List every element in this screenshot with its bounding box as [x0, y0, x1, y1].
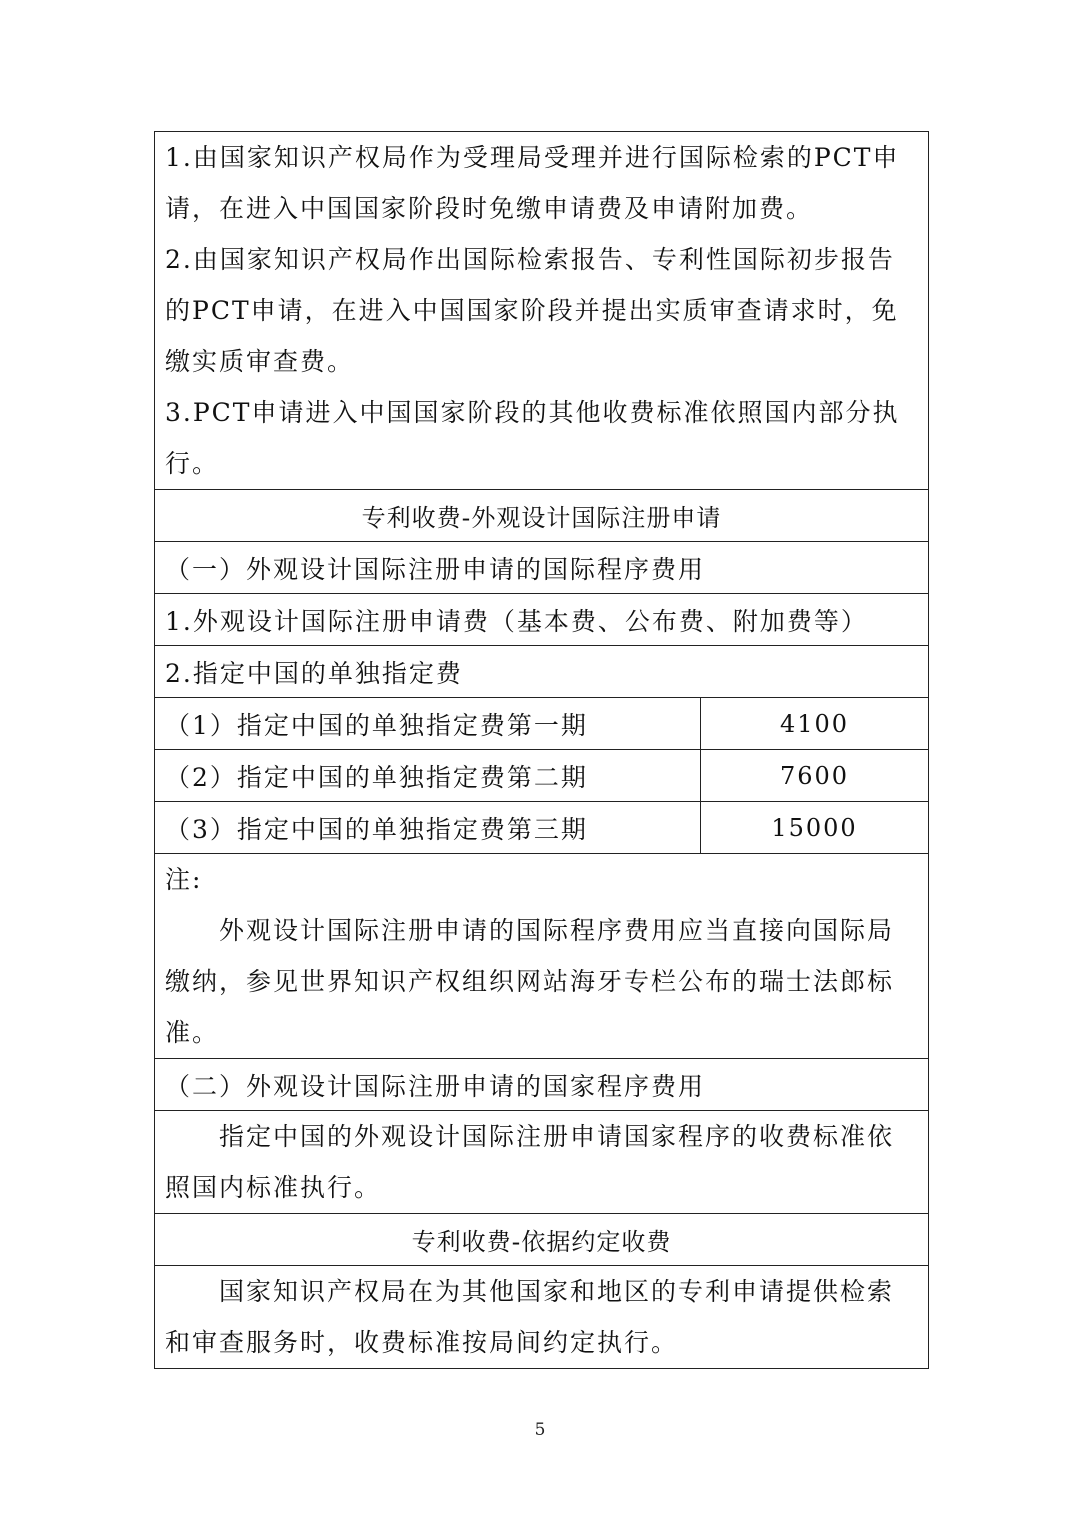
fee-table	[154, 131, 929, 1369]
pct-note-3: 3.PCT申请进入中国国家阶段的其他收费标准依照国内部分执行。	[165, 398, 900, 478]
table-row	[155, 698, 929, 750]
agreement-text: 国家知识产权局在为其他国家和地区的专利申请提供检索和审查服务时，收费标准按局间约定执行。	[155, 1266, 929, 1369]
design-section-title: 专利收费-外观设计国际注册申请	[155, 490, 929, 542]
international-procedure-heading: （一）外观设计国际注册申请的国际程序费用	[155, 542, 929, 594]
pct-note-1: 1.由国家知识产权局作为受理局受理并进行国际检索的PCT申请，在进入中国国家阶段时免缴申请费及申请附加费。	[165, 143, 900, 223]
agreement-title-row	[155, 1214, 929, 1266]
table-row	[155, 802, 929, 854]
national-procedure-heading: （二）外观设计国际注册申请的国家程序费用	[155, 1059, 929, 1111]
individual-fee-amount-1: 4100	[701, 698, 929, 750]
national-heading-row	[155, 1059, 929, 1111]
note-label: 注:	[165, 865, 203, 894]
pct-note-2: 2.由国家知识产权局作出国际检索报告、专利性国际初步报告的PCT申请，在进入中国国家阶段并提出实质审查请求时，免缴实质审查费。	[165, 245, 899, 376]
fee-item-2: 2.指定中国的单独指定费	[155, 646, 929, 698]
fee-item-1-row	[155, 594, 929, 646]
individual-fee-label-3: （3）指定中国的单独指定费第三期	[155, 802, 701, 854]
individual-fee-amount-2: 7600	[701, 750, 929, 802]
note-cell	[155, 854, 929, 1059]
international-heading-row	[155, 542, 929, 594]
fee-item-2-row	[155, 646, 929, 698]
pct-notes-cell	[155, 132, 929, 490]
individual-fee-label-2: （2）指定中国的单独指定费第二期	[155, 750, 701, 802]
agreement-section-title: 专利收费-依据约定收费	[155, 1214, 929, 1266]
individual-fee-amount-3: 15000	[701, 802, 929, 854]
page-number: 5	[534, 1420, 546, 1440]
fee-item-1: 1.外观设计国际注册申请费（基本费、公布费、附加费等）	[155, 594, 929, 646]
pct-notes-row	[155, 132, 929, 490]
note-text: 外观设计国际注册申请的国际程序费用应当直接向国际局缴纳，参见世界知识产权组织网站海牙专栏公布的瑞士法郎标准。	[165, 916, 895, 1047]
agreement-text-row	[155, 1266, 929, 1369]
design-title-row	[155, 490, 929, 542]
table-row	[155, 750, 929, 802]
individual-fee-label-1: （1）指定中国的单独指定费第一期	[155, 698, 701, 750]
national-text-row	[155, 1111, 929, 1214]
national-procedure-text: 指定中国的外观设计国际注册申请国家程序的收费标准依照国内标准执行。	[155, 1111, 929, 1214]
note-row	[155, 854, 929, 1059]
